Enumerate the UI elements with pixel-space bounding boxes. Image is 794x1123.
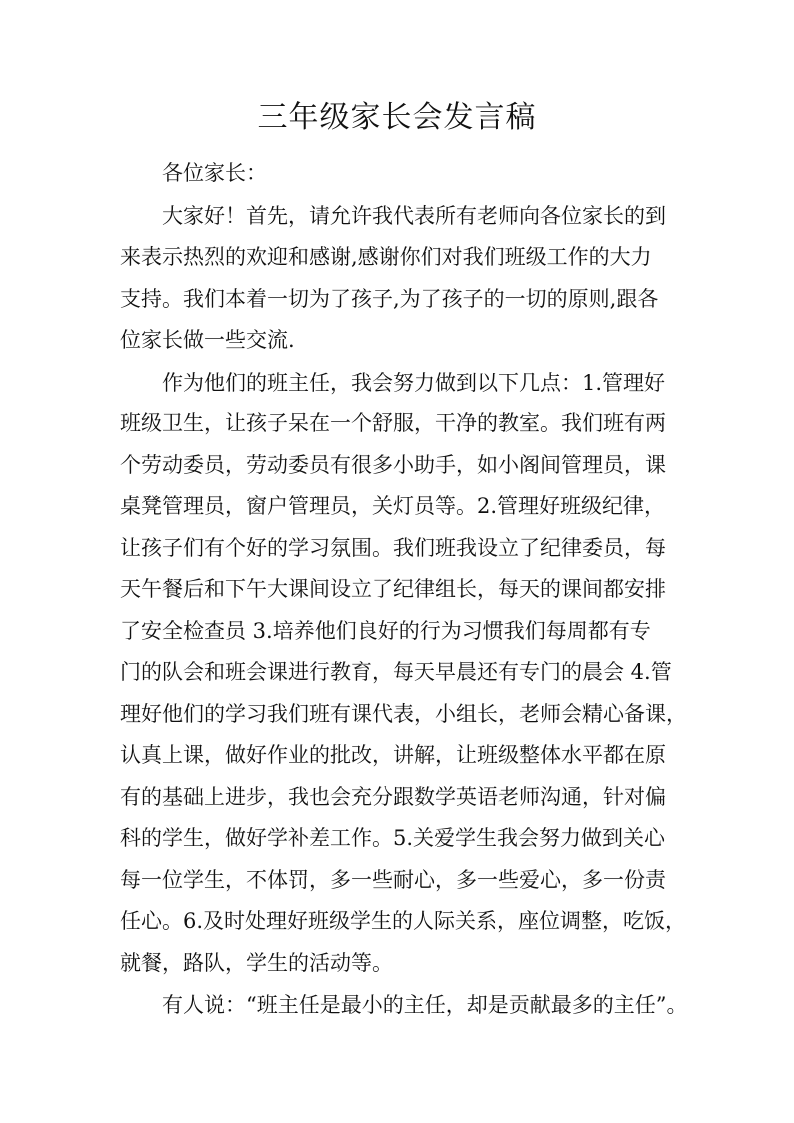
- body-line: 门的队会和班会课进行教育，每天早晨还有专门的晨会 4.管: [120, 660, 672, 684]
- document-title: 三年级家长会发言稿: [257, 100, 537, 135]
- body-line: 让孩子们有个好的学习氛围。我们班我设立了纪律委员，每: [120, 536, 666, 560]
- body-line: 位家长做一些交流.: [120, 328, 295, 352]
- body-line: 认真上课，做好作业的批改，讲解，让班级整体水平都在原: [120, 743, 666, 767]
- body-line: 有的基础上进步，我也会充分跟数学英语老师沟通，针对偏: [120, 785, 666, 809]
- body-line: 每一位学生，不体罚，多一些耐心，多一些爱心，多一份责: [120, 868, 666, 892]
- salutation-line: 各位家长：: [162, 161, 267, 185]
- body-line: 作为他们的班主任，我会努力做到以下几点：1.管理好: [162, 371, 666, 395]
- body-line: 理好他们的学习我们班有课代表，小组长，老师会精心备课，: [120, 702, 687, 726]
- body-line: 个劳动委员，劳动委员有很多小助手，如小阁间管理员，课: [120, 453, 666, 477]
- body-line: 来表示热烈的欢迎和感谢,感谢你们对我们班级工作的大力: [120, 245, 652, 269]
- body-line: 科的学生，做好学补差工作。5.关爱学生我会努力做到关心: [120, 826, 666, 850]
- body-line: 桌凳管理员，窗户管理员，关灯员等。2.管理好班级纪律，: [120, 494, 666, 518]
- body-line: 就餐，路队，学生的活动等。: [120, 951, 393, 975]
- body-line: 了安全检查员 3.培养他们良好的行为习惯我们每周都有专: [120, 619, 651, 643]
- body-line: 有人说：“班主任是最小的主任，却是贡献最多的主任”。: [162, 993, 688, 1017]
- body-line: 班级卫生，让孩子呆在一个舒服，干净的教室。我们班有两: [120, 411, 666, 435]
- body-line: 大家好！首先，请允许我代表所有老师向各位家长的到: [162, 204, 666, 228]
- body-line: 支持。我们本着一切为了孩子,为了孩子的一切的原则,跟各: [120, 287, 659, 311]
- body-line: 天午餐后和下午大课间设立了纪律组长，每天的课间都安排: [120, 577, 666, 601]
- body-line: 任心。6.及时处理好班级学生的人际关系，座位调整，吃饭，: [120, 909, 687, 933]
